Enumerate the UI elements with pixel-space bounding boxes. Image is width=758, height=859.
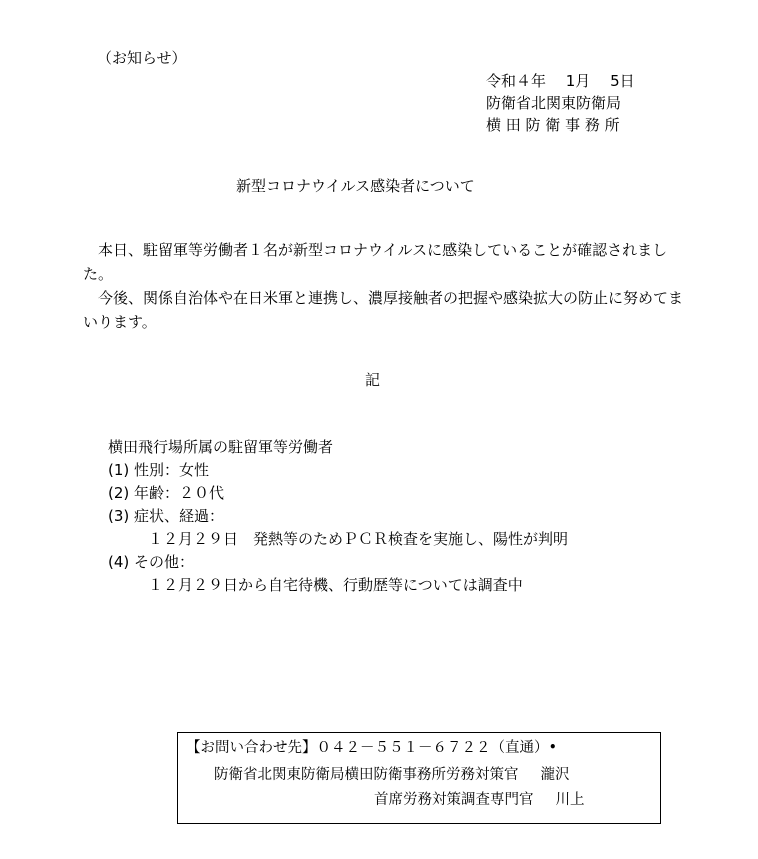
ki-marker: 記	[365, 371, 381, 389]
issuing-office: 横 田 防 衛 事 務 所	[486, 116, 620, 134]
contact-dept-1: 防衛省北関東防衛局横田防衛事務所労務対策官	[214, 767, 519, 783]
contact-box	[177, 732, 661, 824]
body-paragraph-2: 今後、関係自治体や在日米軍と連携し、濃厚接触者の把握や感染拡大の防止に努めてまいります。	[83, 289, 684, 331]
body-paragraph-1: 本日、駐留軍等労働者１名が新型コロナウイルスに感染していることが確認されました。	[83, 241, 668, 283]
detail-other-text: １２月２９日から自宅待機、行動歴等については調査中	[148, 576, 523, 594]
document-title: 新型コロナウイルス感染者について	[236, 177, 475, 195]
details-section	[108, 436, 568, 597]
issue-date: 令和４年 1月 5日	[486, 72, 635, 90]
contact-dept-2: 首席労務対策調査専門官	[374, 792, 534, 808]
notice-label: （お知らせ）	[97, 49, 187, 67]
detail-item-age: (2) 年齢：２０代	[108, 484, 225, 502]
issuing-bureau: 防衛省北関東防衛局	[486, 94, 622, 112]
contact-line-2	[214, 765, 570, 785]
body-text	[83, 238, 683, 334]
document-header	[486, 70, 635, 136]
contact-name-2: 川上	[555, 792, 585, 808]
details-heading: 横田飛行場所属の駐留軍等労働者	[108, 438, 334, 456]
detail-symptoms-text: １２月２９日 発熱等のためＰＣＲ検査を実施し、陽性が判明	[148, 530, 569, 548]
detail-item-other: (4) その他：	[108, 553, 195, 571]
contact-name-1: 瀧沢	[540, 767, 570, 783]
detail-item-symptoms: (3) 症状、経過：	[108, 507, 225, 525]
contact-phone-line: 【お問い合わせ先】０４２－５５１－６７２２（直通）•	[186, 740, 558, 756]
contact-line-3	[374, 790, 585, 810]
detail-item-sex: (1) 性別：女性	[108, 461, 210, 479]
